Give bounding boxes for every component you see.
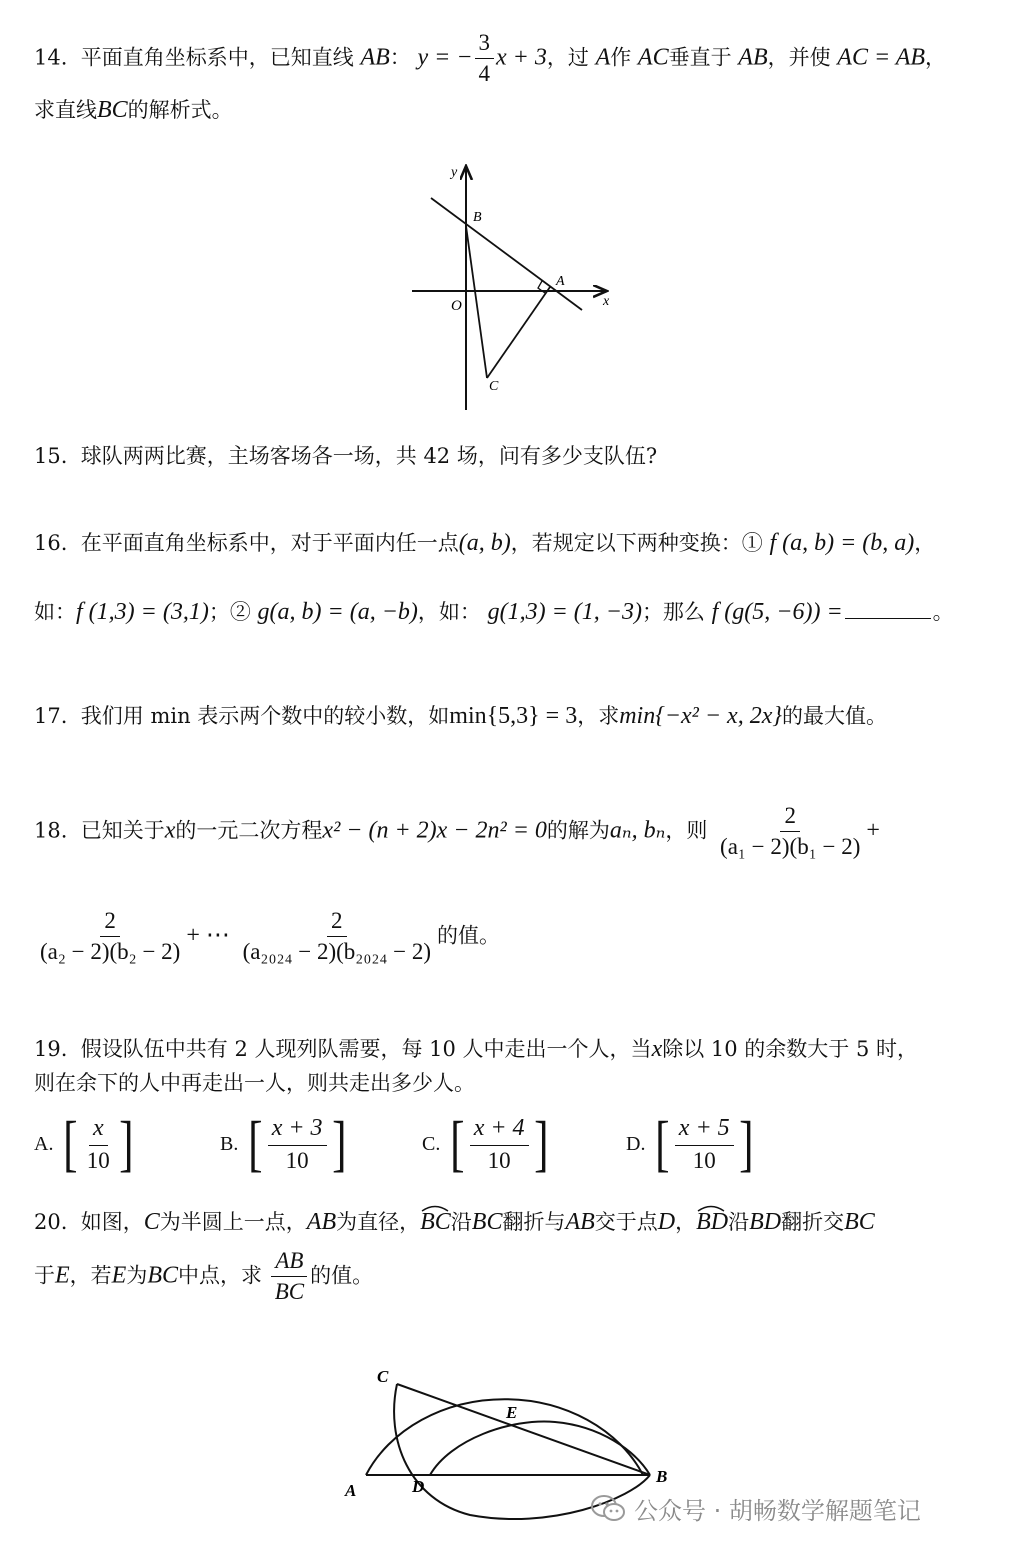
arc-bc: BC [420,1210,451,1234]
q20-ratio: $\frac{AB}{BC}$ [271,1248,308,1306]
q19-line2: 则在余下的人中再走出一人，则共走出多少人。 [34,1071,475,1095]
q16-line2: 如：f (1,3) = (3,1)；② g(a, b) = (a, −b)，如： g(1,3) = (1, −3)；那么 f (g(5, −6)) = 。 [34,599,954,625]
label-e: E [506,1403,518,1422]
q14-number: 14. [34,45,68,70]
q20-line2: 于E，若E为BC中点，求 $\frac{AB}{BC}$ 的值。 [34,1248,374,1305]
label-c: C [377,1367,389,1386]
q14-slope-fraction: $\frac{3}{4}$ [475,30,495,88]
arc-mark-icon [696,1204,726,1212]
watermark [590,1491,921,1526]
label-y: y [451,165,458,180]
folded-arc-bd [430,1422,650,1475]
line-ab [431,198,582,310]
watermark-text: 公众号 · 胡畅数学解题笔记 [634,1497,921,1525]
q14-line2: 求直线BC的解析式。 [34,97,233,123]
q17-line: 17. 我们用 min 表示两个数中的较小数，如min{5,3} = 3，求min{−x² − x, 2x}的最大值。 [34,703,887,729]
arc-bd: BD [696,1210,728,1234]
option-d: D. [ $\frac{x + 5}{10}$ ] [626,1109,754,1178]
option-b: B. [ $\frac{x + 3}{10}$ ] [220,1109,347,1178]
q16-line1: 16. 在平面直角坐标系中，对于平面内任一点(a, b)，若规定以下两种变换：① f (a, b) = (b, a)， [34,530,936,556]
label-c: C [489,379,499,394]
q14-figure [405,160,620,415]
label-a: A [345,1481,357,1500]
q19-line1: 19. 假设队伍中共有 2 人现列队需要，每 10 人中走出一个人，当x除以 10 的余数大于 5 时， [34,1036,919,1062]
wechat-icon [590,1494,626,1524]
q18-line1: 18. 已知关于x的一元二次方程x² − (n + 2)x − 2n² = 0的解为aₙ, bₙ，则 $\frac{2}{\text{(a₁ − 2)(b₁ − 2)}}$ + [34,803,880,860]
q20-line1: 20. 如图，C为半圆上一点，AB为直径，BC 沿BC翻折与AB交于点D，BD 沿BD翻折交BC [34,1210,875,1234]
q18-term3: $\frac{2}{\text{(a₂₀₂₄ − 2)(b₂₀₂₄ − 2)}}$ [242,908,431,965]
option-c: C. [ $\frac{x + 4}{10}$ ] [422,1109,549,1178]
label-a: A [556,274,565,289]
option-a: A. [ $\frac{x}{10}$ ] [34,1109,134,1178]
segment-ac [487,287,550,378]
segment-bc [466,226,487,378]
label-o: O [451,298,462,314]
q18-term2: $\frac{2}{\text{(a₂ − 2)(b₂ − 2)}}$ [40,908,181,965]
answer-blank [845,600,931,619]
q18-term1: $\frac{2}{\text{(a₁ − 2)(b₁ − 2)}}$ [720,803,861,860]
q15-line: 15. 球队两两比赛，主场客场各一场，共 42 场，问有多少支队伍? [34,444,658,468]
label-x: x [603,294,610,309]
semicircle [366,1399,643,1475]
label-b: B [656,1467,668,1486]
label-b: B [473,210,482,225]
q18-line2: $\frac{2}{\text{(a₂ − 2)(b₂ − 2)}}$ + ⋯ $\frac{2}{\text{(a₂₀₂₄ − 2)(b₂₀₂₄ − 2)}}$ 的值。 [34,908,500,966]
q14-line1: 14. 平面直角坐标系中，已知直线 AB： y = − $\frac{3}{4}$ x + 3，过 A作 AC垂直于 AB，并使 AC = AB， [34,30,947,87]
arc-mark-icon [420,1204,450,1212]
label-d: D [412,1477,425,1496]
chord-cb [397,1384,650,1475]
